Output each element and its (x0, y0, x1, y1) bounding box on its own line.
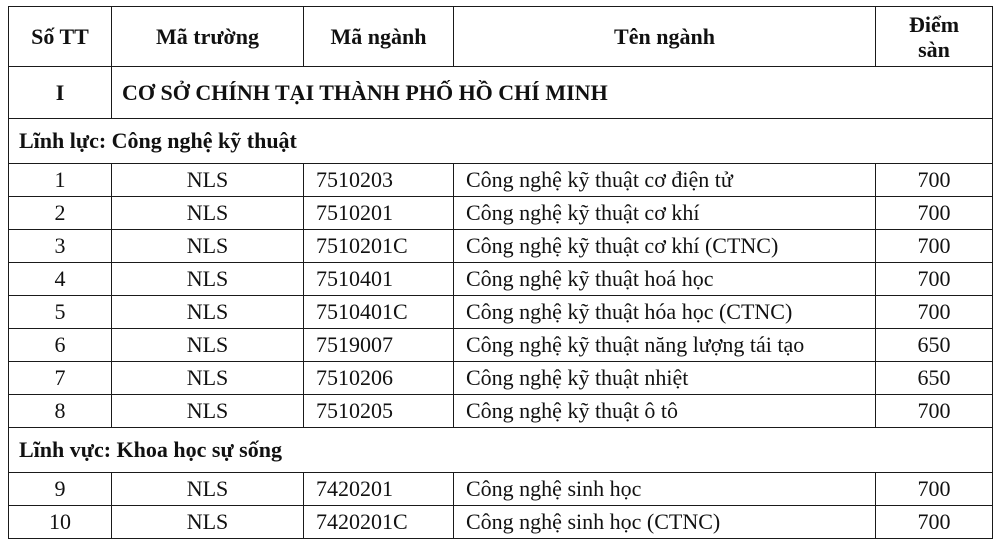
row-ma-truong: NLS (112, 329, 304, 362)
row-ma-truong: NLS (112, 296, 304, 329)
row-ten-nganh: Công nghệ kỹ thuật hoá học (454, 263, 876, 296)
row-ma-nganh: 7420201C (304, 506, 454, 539)
header-ma-truong: Mã trường (112, 7, 304, 67)
row-stt: 1 (9, 164, 112, 197)
row-ten-nganh: Công nghệ kỹ thuật năng lượng tái tạo (454, 329, 876, 362)
row-ten-nganh: Công nghệ kỹ thuật cơ khí (454, 197, 876, 230)
row-diem-san: 700 (876, 197, 993, 230)
field-group-title: Lĩnh vực: Khoa học sự sống (9, 428, 993, 473)
header-diem-san-line2: sàn (918, 36, 950, 62)
row-ma-truong: NLS (112, 230, 304, 263)
header-row (9, 7, 993, 67)
table-row (9, 296, 993, 329)
row-ma-truong: NLS (112, 395, 304, 428)
table-row (9, 506, 993, 539)
row-stt: 10 (9, 506, 112, 539)
row-ten-nganh: Công nghệ kỹ thuật nhiệt (454, 362, 876, 395)
header-ma-nganh: Mã ngành (304, 7, 454, 67)
row-ma-nganh: 7510201 (304, 197, 454, 230)
row-stt: 2 (9, 197, 112, 230)
row-ma-nganh: 7519007 (304, 329, 454, 362)
table-row (9, 164, 993, 197)
row-diem-san: 650 (876, 329, 993, 362)
row-stt: 3 (9, 230, 112, 263)
row-ten-nganh: Công nghệ kỹ thuật cơ khí (CTNC) (454, 230, 876, 263)
row-ma-truong: NLS (112, 263, 304, 296)
row-stt: 9 (9, 473, 112, 506)
row-stt: 7 (9, 362, 112, 395)
row-ma-nganh: 7510201C (304, 230, 454, 263)
row-ten-nganh: Công nghệ sinh học (454, 473, 876, 506)
row-ma-truong: NLS (112, 164, 304, 197)
row-ten-nganh: Công nghệ sinh học (CTNC) (454, 506, 876, 539)
row-ten-nganh: Công nghệ kỹ thuật ô tô (454, 395, 876, 428)
row-ma-truong: NLS (112, 473, 304, 506)
row-ma-nganh: 7510205 (304, 395, 454, 428)
row-ma-nganh: 7510206 (304, 362, 454, 395)
row-stt: 8 (9, 395, 112, 428)
row-stt: 4 (9, 263, 112, 296)
header-diem-san-line1: Điểm (908, 11, 960, 37)
row-ma-nganh: 7510401 (304, 263, 454, 296)
row-diem-san: 700 (876, 296, 993, 329)
table-row (9, 473, 993, 506)
row-ma-truong: NLS (112, 197, 304, 230)
row-ma-truong: NLS (112, 506, 304, 539)
field-group-title: Lĩnh lực: Công nghệ kỹ thuật (9, 119, 993, 164)
header-stt: Số TT (9, 7, 112, 67)
score-table-document (8, 6, 992, 539)
admission-score-table (8, 6, 993, 539)
header-ten-nganh: Tên ngành (454, 7, 876, 67)
header-diem-san (876, 7, 993, 67)
row-ma-nganh: 7510203 (304, 164, 454, 197)
table-row (9, 329, 993, 362)
row-diem-san: 700 (876, 164, 993, 197)
table-row (9, 362, 993, 395)
row-ma-truong: NLS (112, 362, 304, 395)
field-group-row (9, 119, 993, 164)
row-ma-nganh: 7510401C (304, 296, 454, 329)
campus-title: CƠ SỞ CHÍNH TẠI THÀNH PHỐ HỒ CHÍ MINH (112, 67, 993, 119)
row-ten-nganh: Công nghệ kỹ thuật cơ điện tử (454, 164, 876, 197)
table-body (9, 67, 993, 539)
table-row (9, 197, 993, 230)
row-ma-nganh: 7420201 (304, 473, 454, 506)
row-diem-san: 700 (876, 506, 993, 539)
row-stt: 5 (9, 296, 112, 329)
row-ten-nganh: Công nghệ kỹ thuật hóa học (CTNC) (454, 296, 876, 329)
table-row (9, 395, 993, 428)
row-stt: 6 (9, 329, 112, 362)
table-row (9, 230, 993, 263)
table-row (9, 263, 993, 296)
row-diem-san: 650 (876, 362, 993, 395)
row-diem-san: 700 (876, 230, 993, 263)
row-diem-san: 700 (876, 395, 993, 428)
field-group-row (9, 428, 993, 473)
row-diem-san: 700 (876, 473, 993, 506)
campus-roman-numeral: I (9, 67, 112, 119)
campus-row (9, 67, 993, 119)
row-diem-san: 700 (876, 263, 993, 296)
